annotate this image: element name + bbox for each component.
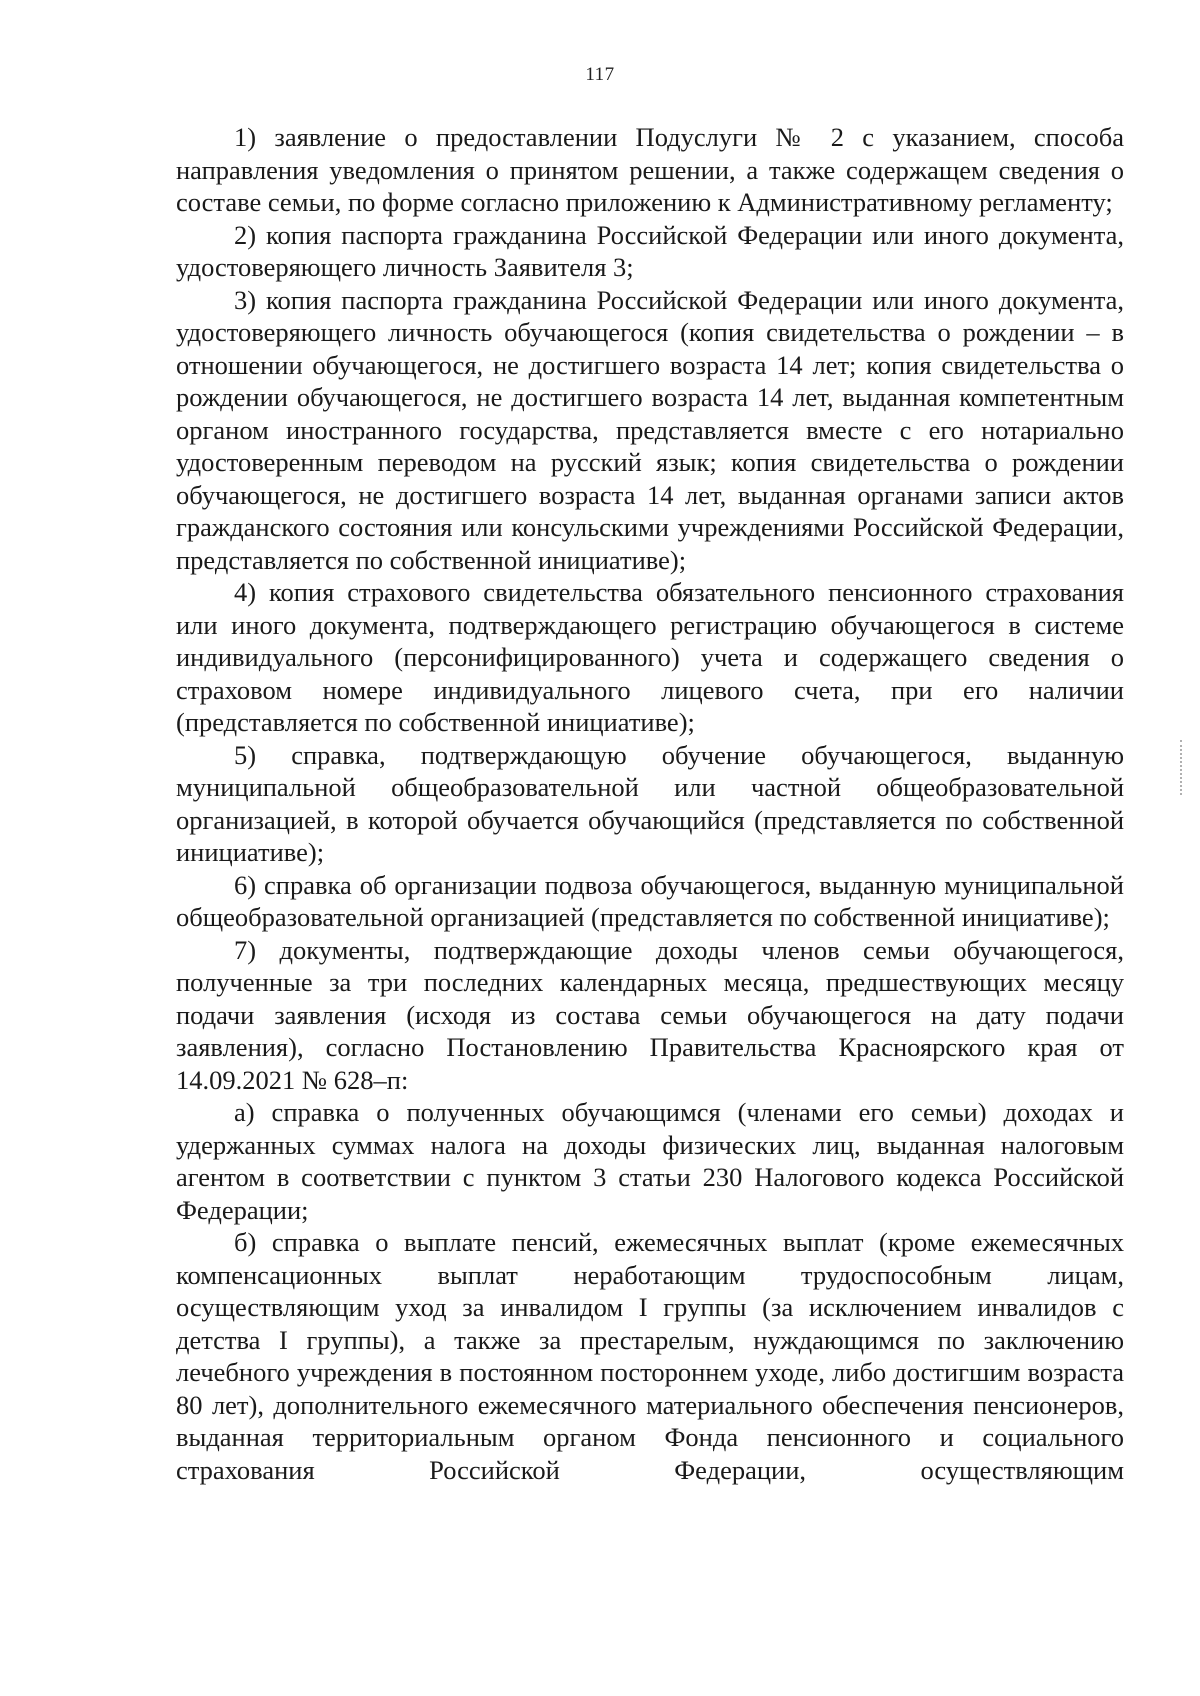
paragraph-item-6: 6) справка об организации подвоза обучающегося, выданную муниципальной общеобразовательной организацией (представляется по собственной инициативе); (176, 869, 1124, 932)
paragraph-item-7: 7) документы, подтверждающие доходы членов семьи обучающегося, полученные за три последних календарных месяца, предшествующих месяцу подачи заявления (исходя из состава семьи обучающегося на дату подачи заявления), согласно Постановлению Правительства Красноярского края от 14.09.2021 № 628–п: (176, 934, 1124, 1095)
document-body (176, 121, 1124, 1486)
paragraph-item-4: 4) копия страхового свидетельства обязательного пенсионного страхования или иного документа, подтверждающего регистрацию обучающегося в системе индивидуального (персонифицированного) учета и содержащего сведения о страховом номере индивидуального лицевого счета, при его наличии (представляется по собственной инициативе); (176, 577, 1124, 737)
paragraph-item-3: 3) копия паспорта гражданина Российской Федерации или иного документа, удостоверяющего личность обучающегося (копия свидетельства о рождении – в отношении обучающегося, не достигшего возраста 14 лет; копия свидетельства о рождении обучающегося, не достигшего возраста 14 лет, выданная компетентным органом иностранного государства, представляется вместе с его нотариально удостоверенным переводом на русский язык; копия свидетельства о рождении обучающегося, не достигшего возраста 14 лет, выданная органами записи актов гражданского состояния или консульскими учреждениями Российской Федерации, представляется по собственной инициативе); (176, 284, 1124, 575)
page-number: 117 (585, 64, 615, 85)
paragraph-item-5: 5) справка, подтверждающую обучение обучающегося, выданную муниципальной общеобразовательной или частной общеобразовательной организацией, в которой обучается обучающийся (представляется по собственной инициативе); (176, 739, 1124, 867)
paragraph-item-a: а) справка о полученных обучающимся (членами его семьи) доходах и удержанных суммах налога на доходы физических лиц, выданная налоговым агентом в соответствии с пунктом 3 статьи 230 Налогового кодекса Российской Федерации; (176, 1097, 1124, 1225)
paragraph-item-1: 1) заявление о предоставлении Подуслуги № 2 с указанием, способа направления уведомления о принятом решении, а также содержащем сведения о составе семьи, по форме согласно приложению к Административному регламенту; (176, 122, 1124, 217)
paragraph-item-b: б) справка о выплате пенсий, ежемесячных выплат (кроме ежемесячных компенсационных выплат неработающим трудоспособным лицам, осуществляющим уход за инвалидом I группы (за исключением инвалидов с детства I группы), а также за престарелым, нуждающимся по заключению лечебного учреждения в постоянном постороннем уходе, либо достигшим возраста 80 лет), дополнительного ежемесячного материального обеспечения пенсионеров, выданная территориальным органом Фонда пенсионного и социального страхования Российской Федерации, осуществляющим (176, 1227, 1124, 1485)
scan-artifact-marks (1180, 740, 1185, 795)
paragraph-item-2: 2) копия паспорта гражданина Российской Федерации или иного документа, удостоверяющего личность Заявителя 3; (176, 219, 1124, 282)
